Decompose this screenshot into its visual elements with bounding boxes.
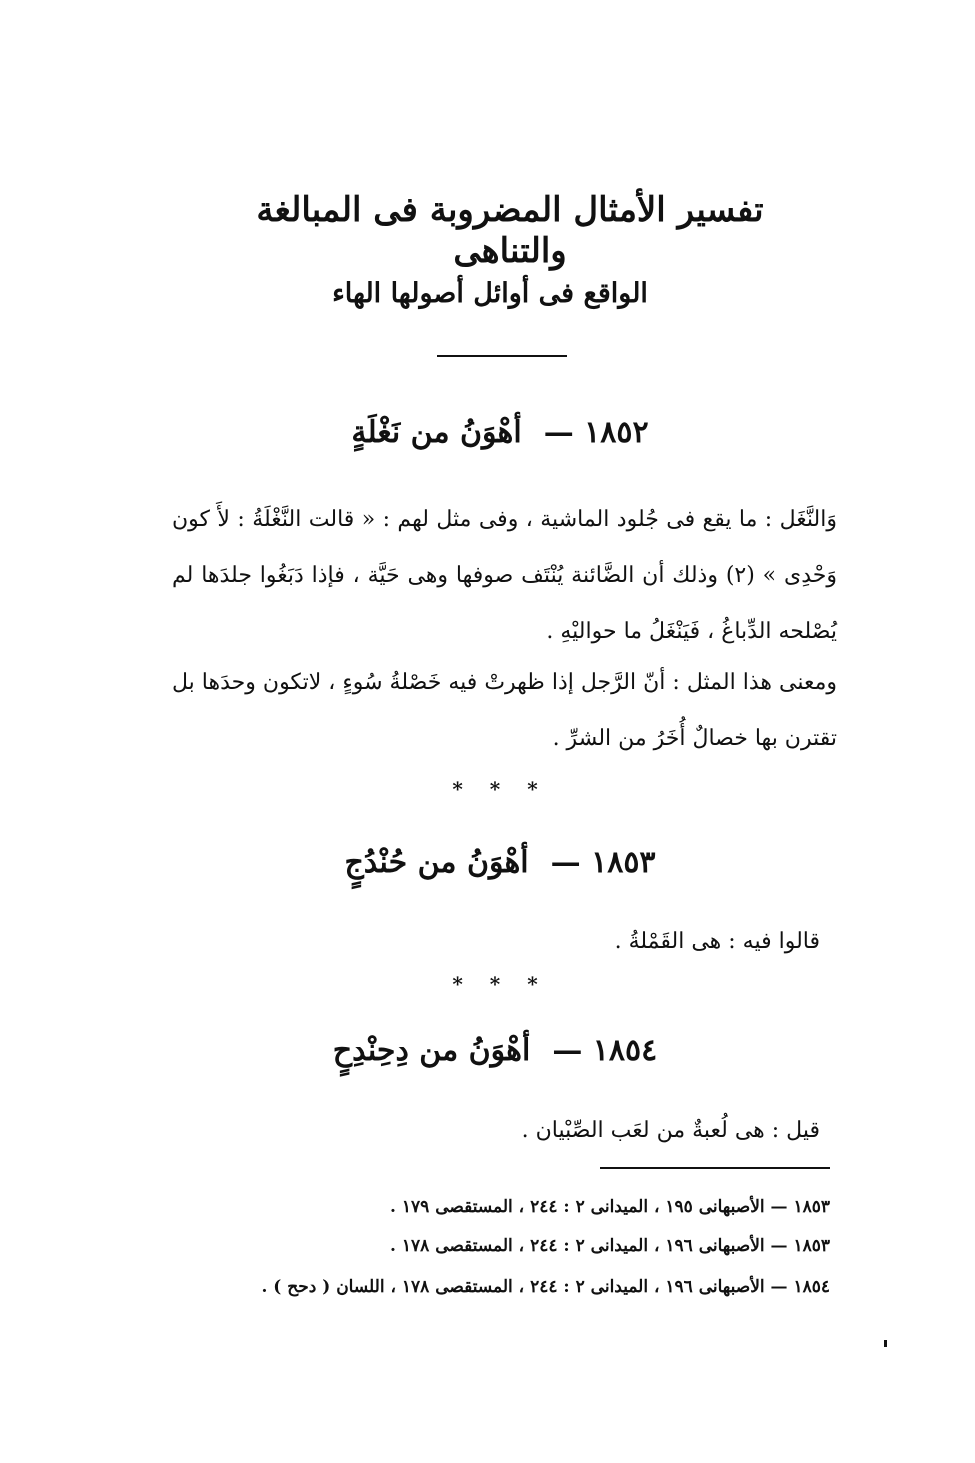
entry-1852-paragraph-1: وَالنَّغَل : ما يقع فى جُلود الماشية ، وفى مثل لهم : « قالت النَّغْلَةُ : لأَ كون وَحْدِى » (٢) وذلك أن الضَّائنة يُنْتَف صوفها وهى حَيَّة ، فإذا دَبَغُوا جلدَها لم يُصْلحه الدِّباغُ ، فَيَنْغَلُ ما حواليْهِ . [172, 507, 837, 644]
footnote-2: ١٨٥٣ — الأصبهانى ١٩٦ ، الميدانى ٢ : ٢٤٤ ، المستقصى ١٧٨ . [390, 1236, 830, 1256]
print-speck [884, 1340, 887, 1347]
entry-number: ١٨٥٢ — [543, 415, 649, 450]
entry-number: ١٨٥٤ — [552, 1033, 658, 1068]
entry-heading-1854 [325, 1033, 665, 1068]
entry-1853-paragraph-1: قالوا فيه : هى القَمْلةُ . [614, 929, 820, 954]
footnote-3: ١٨٥٤ — الأصبهانى ١٩٦ ، الميدانى ٢ : ٢٤٤ ، المستقصى ١٧٨ ، اللسان ( دحح ) . [261, 1277, 830, 1297]
entry-1854-paragraph-1: قيل : هى لُعبةٌ من لعَب الصِّبْيان . [521, 1118, 820, 1143]
section-separator: * * * [452, 777, 548, 801]
chapter-subtitle: الواقع فى أوائل أصولها الهاء [332, 278, 648, 309]
entry-proverb: أهْوَنُ من نَغْلَةٍ [351, 415, 522, 450]
entry-1852-paragraph-2: ومعنى هذا المثل : أنّ الرَّجل إذا ظهرتْ فيه خَصْلةُ سُوءٍ ، لاتكون وحدَها بل تقترن بها خصالٌ أُخَرُ من الشرِّ . [172, 670, 837, 751]
entry-number: ١٨٥٣ — [550, 845, 656, 880]
entry-proverb: أهْوَنُ من حُنْدُجٍ [344, 845, 529, 880]
footnote-rule [600, 1167, 830, 1169]
footnote-1: ١٨٥٣ — الأصبهانى ١٩٥ ، الميدانى ٢ : ٢٤٤ ، المستقصى ١٧٩ . [390, 1197, 830, 1217]
section-separator: * * * [452, 972, 548, 996]
entry-proverb: أهْوَنُ من دِحِنْدِحٍ [332, 1033, 531, 1068]
entry-heading-1853 [340, 845, 660, 880]
title-divider [437, 355, 567, 357]
entry-heading-1852 [330, 415, 670, 450]
chapter-title: تفسير الأمثال المضروبة فى المبالغة والتناهى [256, 190, 764, 271]
